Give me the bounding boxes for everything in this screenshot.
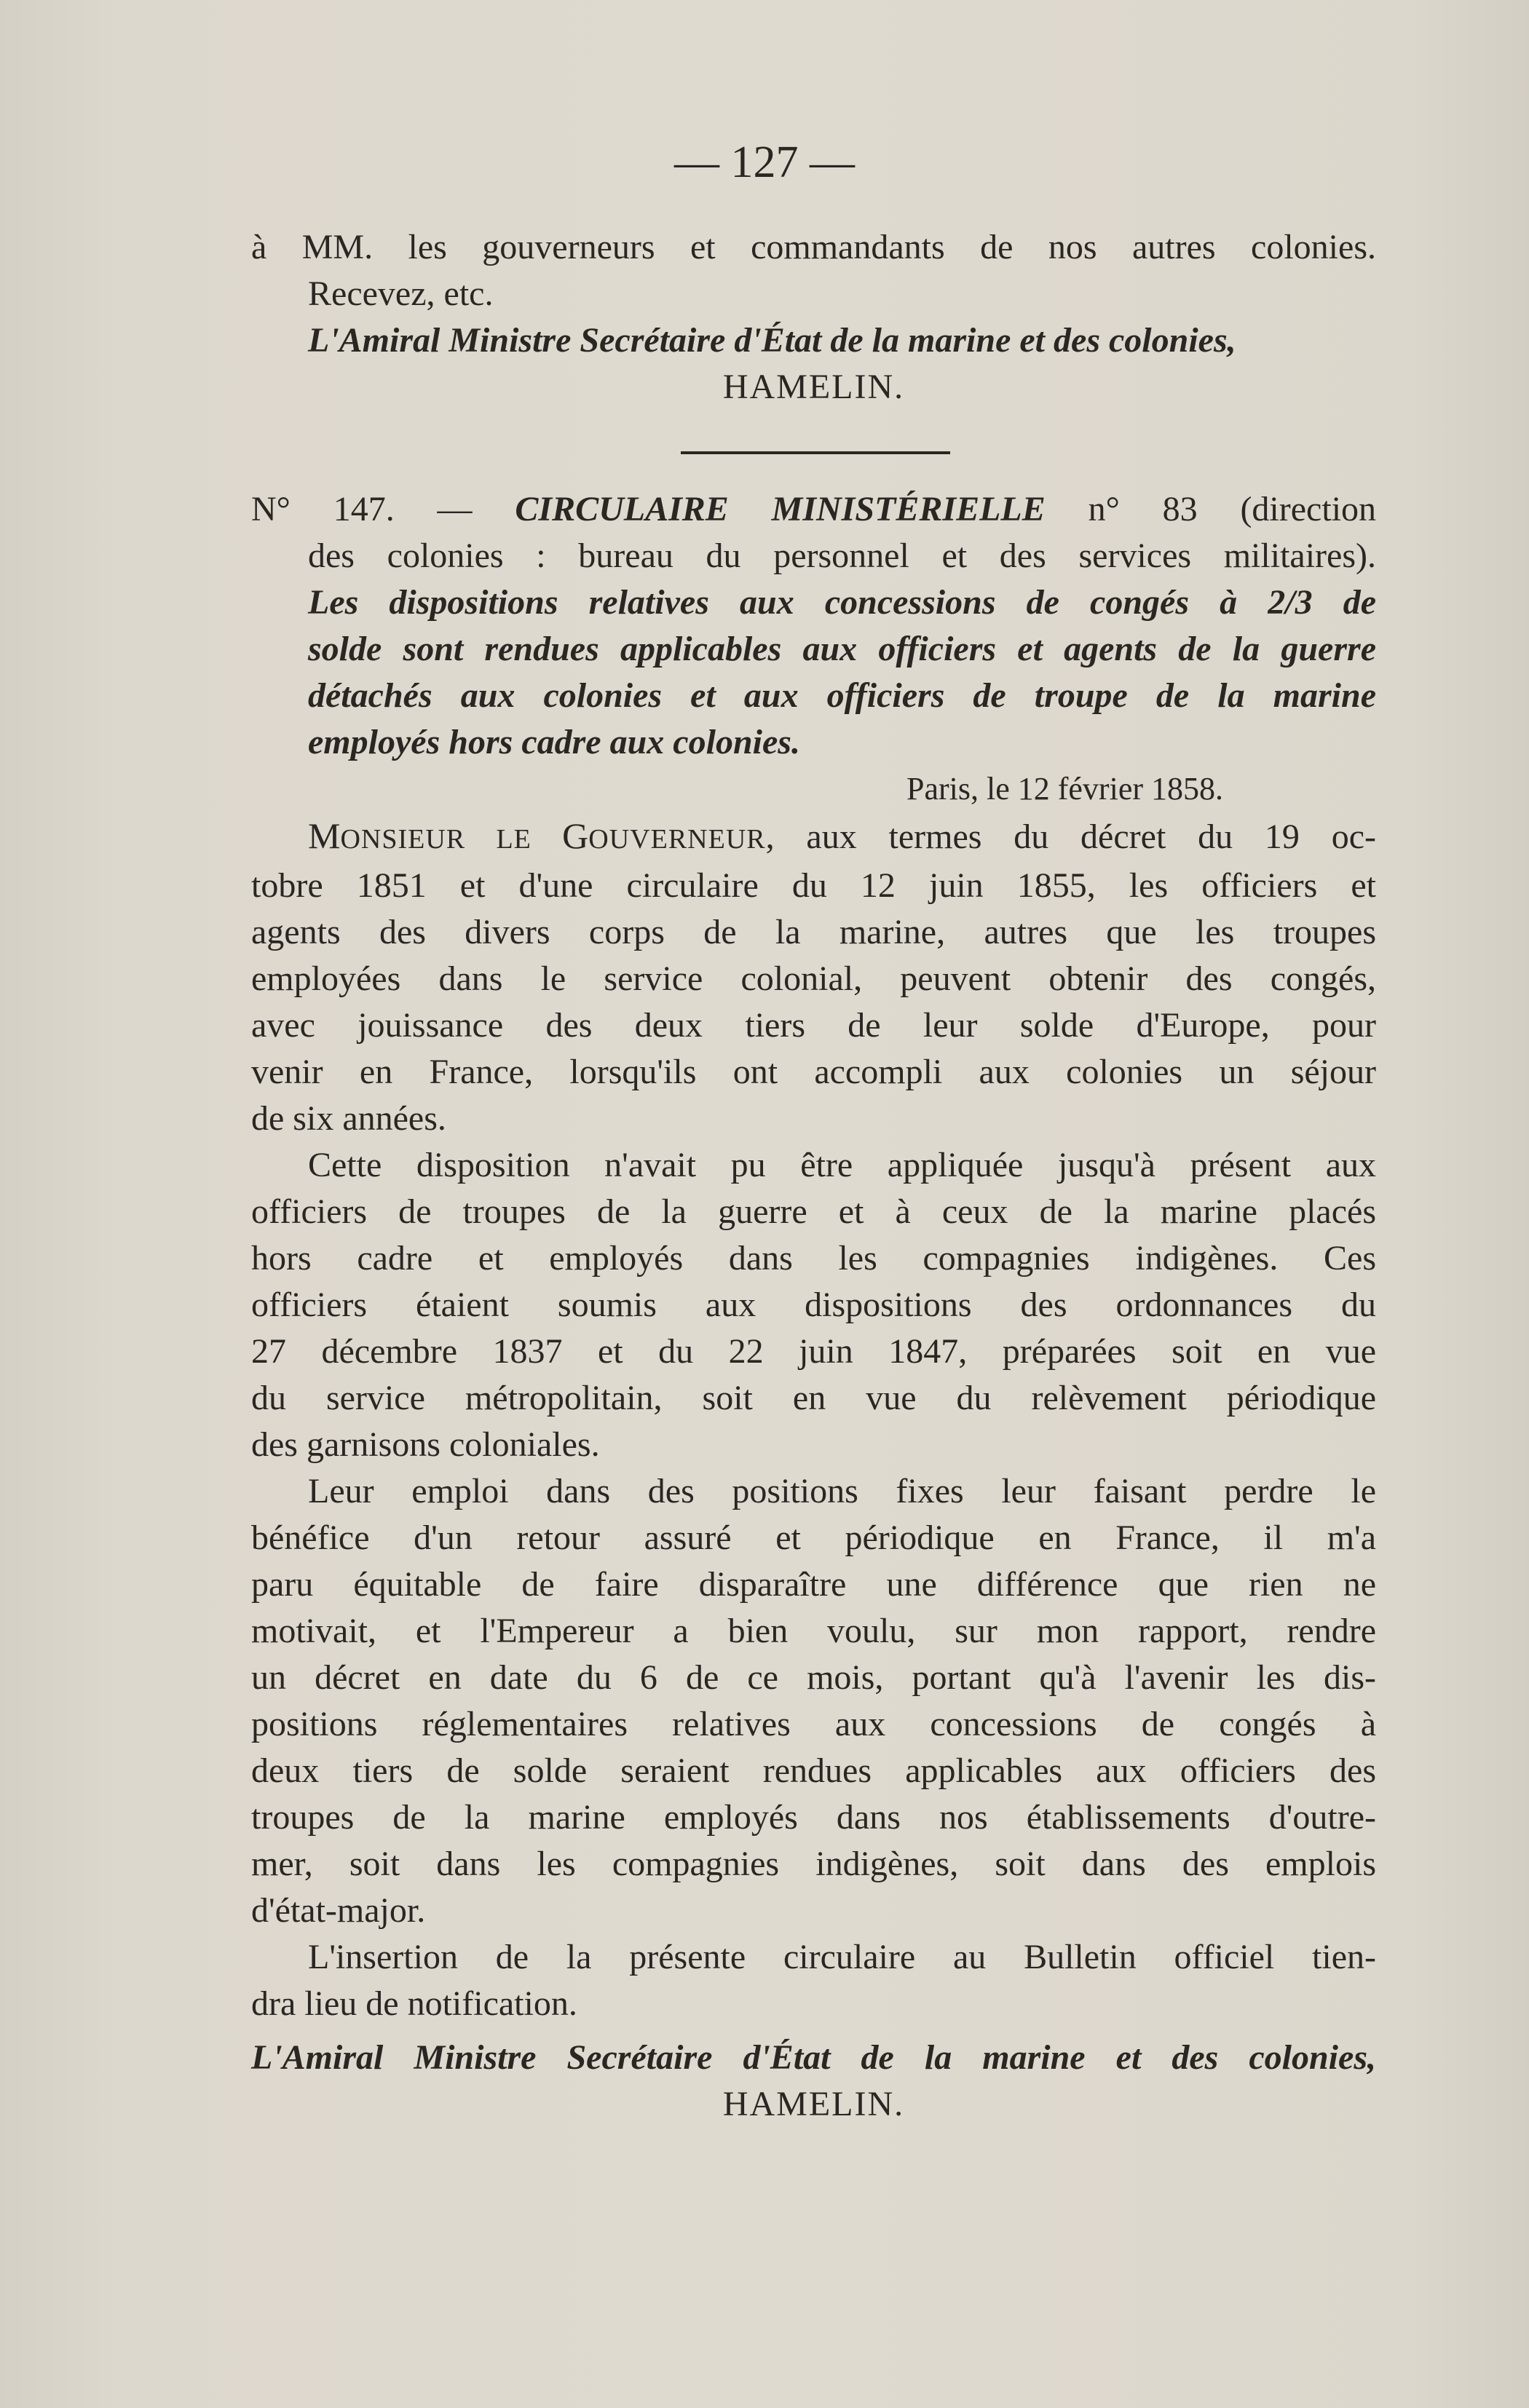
paragraph-line: du service métropolitain, soit en vue du relèvement périodique: [251, 1379, 1376, 1417]
paragraph-line: de six années.: [251, 1099, 446, 1138]
paragraph-line: des garnisons coloniales.: [251, 1425, 600, 1464]
summary-line: employés hors cadre aux colonies.: [308, 723, 800, 761]
summary-line: Les dispositions relatives aux concessions de congés à 2/3 de: [308, 583, 1376, 622]
paragraph-line: motivait, et l'Empereur a bien voulu, sur mon rapport, rendre: [251, 1612, 1376, 1650]
paragraph-line: d'état-major.: [251, 1891, 426, 1930]
paragraph-line: employées dans le service colonial, peuvent obtenir des congés,: [251, 959, 1376, 998]
paragraph-line: [251, 812, 1376, 863]
paragraph-line: avec jouissance des deux tiers de leur solde d'Europe, pour: [251, 1006, 1376, 1045]
page-number: — 127 —: [674, 138, 855, 187]
paragraph-line: L'insertion de la présente circulaire au Bulletin officiel tien-: [308, 1938, 1376, 1976]
paragraph-line: dra lieu de notification.: [251, 1984, 577, 2023]
salutation-smallcaps: ONSIEUR LE: [340, 824, 563, 855]
signature-name: HAMELIN.: [722, 368, 905, 406]
header-block: [251, 224, 1376, 411]
signature-name: HAMELIN.: [722, 2085, 905, 2123]
paragraph-line: Cette disposition n'avait pu être appliquée jusqu'à présent aux: [308, 1146, 1376, 1184]
paragraph-line: bénéfice d'un retour assuré et périodique en France, il m'a: [251, 1518, 1376, 1557]
salutation-smallcaps: OUVERNEUR: [588, 824, 766, 855]
header-line: Recevez, etc.: [308, 274, 494, 313]
circular-heading: [251, 486, 1376, 533]
paragraph-line: tobre 1851 et d'une circulaire du 12 juin 1855, les officiers et: [251, 866, 1376, 905]
paragraph-line: Leur emploi dans des positions fixes leur faisant perdre le: [308, 1472, 1376, 1510]
separator-rule: [681, 451, 950, 454]
salutation-initial: G: [562, 815, 589, 856]
paragraph-line: 27 décembre 1837 et du 22 juin 1847, préparées soit en vue: [251, 1332, 1376, 1371]
paragraph-text: , aux termes du décret du 19 oc-: [765, 817, 1376, 856]
paragraph-line: troupes de la marine employés dans nos établissements d'outre-: [251, 1798, 1376, 1837]
header-line: à MM. les gouverneurs et commandants de nos autres colonies.: [251, 228, 1376, 266]
paragraph-line: venir en France, lorsqu'ils ont accompli aux colonies un séjour: [251, 1053, 1376, 1091]
circular-title: CIRCULAIRE MINISTÉRIELLE: [515, 490, 1046, 528]
salutation-initial: M: [308, 815, 341, 856]
signature-title: L'Amiral Ministre Secrétaire d'État de la marine et des colonies,: [251, 2038, 1376, 2077]
circular-heading-line2: des colonies : bureau du personnel et des services militaires).: [308, 536, 1376, 575]
letter-date: Paris, le 12 février 1858.: [906, 771, 1223, 807]
paragraph-line: deux tiers de solde seraient rendues applicables aux officiers des: [251, 1751, 1376, 1790]
paragraph-line: un décret en date du 6 de ce mois, portant qu'à l'avenir les dis-: [251, 1658, 1376, 1697]
circular-number: N° 147. —: [251, 490, 473, 528]
paragraph-line: hors cadre et employés dans les compagnies indigènes. Ces: [251, 1239, 1376, 1278]
summary-line: détachés aux colonies et aux officiers de troupe de la marine: [308, 676, 1376, 715]
paragraph-line: agents des divers corps de la marine, autres que les troupes: [251, 913, 1376, 951]
paragraph-line: officiers étaient soumis aux dispositions des ordonnances du: [251, 1286, 1376, 1324]
circular-title-number: n° 83 (direction: [1088, 490, 1377, 528]
paragraph-line: mer, soit dans les compagnies indigènes, soit dans des emplois: [251, 1845, 1376, 1883]
signature-title: L'Amiral Ministre Secrétaire d'État de la marine et des colonies,: [308, 321, 1236, 360]
summary-line: solde sont rendues applicables aux officiers et agents de la guerre: [308, 630, 1376, 668]
paragraph-line: positions réglementaires relatives aux concessions de congés à: [251, 1705, 1376, 1743]
paragraph-line: paru équitable de faire disparaître une différence que rien ne: [251, 1565, 1376, 1604]
circular-block: [251, 486, 1376, 2128]
paragraph-line: officiers de troupes de la guerre et à ceux de la marine placés: [251, 1192, 1376, 1231]
